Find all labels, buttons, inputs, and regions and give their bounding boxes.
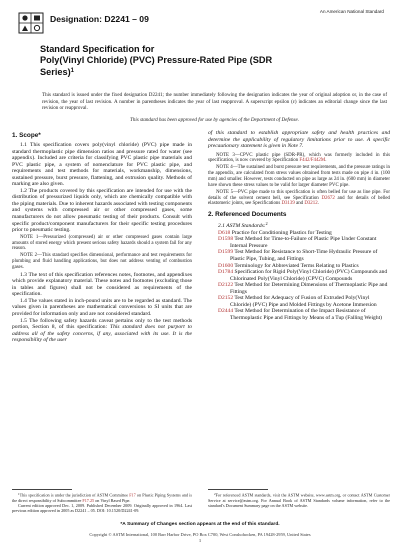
reference-item: [208, 308, 390, 321]
footnote-1-edition: Current edition approved Dec. 1, 2009. Published December 2009. Originally approved in 1964. Last previous edition approved in 2005 as D2241 – 05. DOI: 10.1520/D2241-09.: [12, 502, 192, 513]
link-d2672[interactable]: D2672: [321, 195, 335, 201]
link-f17-25[interactable]: F17.25: [82, 497, 95, 503]
footnotes-right: [208, 492, 390, 508]
note-3-text: NOTE 3—CPVC plastic pipe (SDR-PR), which was formerly included in this specification, is now covered by Specification: [208, 152, 390, 164]
reference-title: Test Method for Determination of the Impact Resistance of Thermoplastic Pipe and Fittings by Means of a Tup (Falling Weight): [230, 308, 382, 321]
title-line-1: Standard Specification for: [40, 44, 155, 54]
scope-paragraph-1-4: 1.4 The values stated in inch-pound units are to be regarded as standard. The values given in parentheses are mathematical conversions to SI units that are provided for information only and are not considered standard.: [12, 297, 192, 317]
scope-1-5-caveat: This standard does not purport to address all of the safety concerns, if any, associated with its use. It is the responsibility of the user: [12, 324, 192, 344]
footnotes-left: [12, 492, 192, 513]
left-column: [12, 130, 192, 344]
designation: Designation: D2241 – 09: [50, 14, 149, 24]
footnote-1-text-c: on Vinyl Based Pipe.: [94, 497, 131, 503]
footnote-1-mark: 1: [18, 492, 20, 496]
reference-title: Test Method for Adequacy of Fusion of Extruded Poly(Vinyl Chloride) (PVC) Pipe and Molded Fittings by Acetone Immersion: [230, 295, 377, 308]
note-5-text-a: NOTE 5—PVC pipe made to this specification is often belled for use as line pipe. For details of the solvent cement bell, see Specification: [208, 189, 390, 201]
reference-code-link[interactable]: D2152: [218, 295, 234, 302]
footnote-2-text: For referenced ASTM standards, visit the ASTM website, www.astm.org, or contact ASTM Customer Service at service@astm.org. For Annual Book of ASTM Standards volume information, refer to the standard's Document Summary page on the ASTM website.: [208, 492, 390, 508]
copyright-line: Copyright © ASTM International, 100 Barr Harbor Drive, PO Box C700, West Conshohocken, PA 19428-2959, United States: [89, 532, 311, 537]
footnote-1-text-a: This specification is under the jurisdiction of ASTM Committee: [19, 492, 130, 498]
dod-approval-notice: This standard has been approved for use by agencies of the Department of Defense.: [130, 117, 299, 123]
astm-logo-icon: [18, 12, 44, 34]
reference-item: [208, 236, 390, 249]
scope-1-5-caveat-continued: of this standard to establish appropriate safety and health practices and determine the applicability of regulatory limitations prior to use. A specific precautionary statement is given in Note 7.: [208, 130, 390, 150]
reference-list: [208, 230, 390, 322]
scope-paragraph-1-5: [12, 318, 192, 344]
scope-paragraph-1-1: 1.1 This specification covers poly(vinyl chloride) (PVC) pipe made in standard thermoplastic pipe dimension ratios and pressure rated for water (see appendix). Included are criteria for classifying PVC plastic pipe materials and PVC plastic pipe, a system of nomenclature for PVC plastic pipe, and requirements and test methods for materials, workmanship, dimensions, sustained pressure, burst pressure, flattening, and extrusion quality. Methods of marking are also given.: [12, 142, 192, 188]
astm-standards-footnote-mark: 2: [265, 221, 268, 227]
link-f442[interactable]: F442/F442M: [299, 158, 326, 164]
footnote-rule-right: [208, 489, 268, 490]
note-2: NOTE 2—This standard specifies dimensional, performance and test requirements for plumbing and fluid handling applications, but does not address venting of combustion gases.: [12, 253, 192, 270]
note-3-end: .: [325, 158, 327, 164]
reference-code-link[interactable]: D618: [218, 229, 231, 236]
reference-title: Terminology for Abbreviated Terms Relating to Plastics: [233, 262, 359, 269]
references-heading: 2. Referenced Documents: [208, 211, 287, 219]
link-f17[interactable]: F17: [129, 492, 136, 498]
link-d3139[interactable]: D3139: [281, 201, 295, 207]
reference-item: [208, 269, 390, 282]
reference-title: Practice for Conditioning Plastics for Testing: [230, 229, 332, 236]
title-line-2: Poly(Vinyl Chloride) (PVC) Pressure-Rated Pipe (SDR: [40, 55, 273, 66]
note-3: [208, 153, 390, 165]
note-5-text-d: .: [317, 201, 319, 207]
link-d3212[interactable]: D3212: [304, 201, 318, 207]
reference-title: Test Method for Resistance to Short-Time Hydraulic Pressure of Plastic Pipe, Tubing, and Fittings: [230, 249, 378, 262]
note-5-text-c: and: [294, 201, 305, 207]
title-line-3-text: Series): [40, 67, 71, 78]
reference-code-link[interactable]: D1598: [218, 236, 234, 243]
reference-item: [208, 249, 390, 262]
note-4: NOTE 4—The sustained and burst pressure test requirements, and the pressure ratings in the appendix, are calculated from stress values obtained from tests made on pipe 4 in. (100 mm) and smaller. However, tests conducted on pipe as large as 24 in. (600 mm) in diameter have shown these stress values to be valid for larger diameter PVC pipe.: [208, 165, 390, 188]
reference-code-link[interactable]: D1600: [218, 262, 234, 269]
astm-standards-subheading: [218, 221, 390, 230]
footnote-1: [12, 492, 192, 503]
reference-title: Test Method for Determining Dimensions of Thermoplastic Pipe and Fittings: [230, 282, 388, 295]
reference-title: Test Method for Time-to-Failure of Plastic Pipe Under Constant Internal Pressure: [230, 236, 377, 249]
footnote-1-text-b: on Plastic Piping Systems and is the direct responsibility of Subcommittee: [12, 492, 192, 503]
page-number: 1: [198, 538, 202, 543]
scope-heading: 1. Scope*: [12, 132, 41, 139]
issuance-notice: This standard is issued under the fixed designation D2241; the number immediately following the designation indicates the year of original adoption or, in the case of revision, the year of last revision. A number in parentheses indicates the year of last reapproval. A superscript epsilon (ε) indicates an editorial change since the last revision or reapproval.: [42, 92, 387, 112]
page-title: [40, 44, 360, 79]
footnote-2-mark: 2: [214, 492, 216, 496]
scope-paragraph-1-3: 1.3 The text of this specification references notes, footnotes, and appendixes which provide explanatory material. These notes and footnotes (excluding those in tables and figures) shall not be considered as requirements of the specification.: [12, 271, 192, 298]
footnote-rule-left: [12, 489, 72, 490]
title-footnote-mark: 1: [70, 68, 74, 75]
footnote-2: [208, 492, 390, 508]
document-header: [10, 6, 390, 38]
reference-item: [208, 282, 390, 295]
reference-item: [208, 295, 390, 308]
reference-code-link[interactable]: D2444: [218, 308, 234, 315]
summary-of-changes-note: *A Summary of Changes section appears at the end of this standard.: [120, 522, 280, 527]
right-column: [208, 130, 390, 321]
reference-code-link[interactable]: D1599: [218, 249, 234, 256]
reference-title: Specification for Rigid Poly(Vinyl Chloride) (PVC) Compounds and Chlorinated Poly(Vinyl Chloride) (CPVC) Compounds: [230, 269, 388, 282]
reference-code-link[interactable]: D2122: [218, 282, 234, 289]
standard-type-label: An American National Standard: [319, 9, 384, 14]
reference-code-link[interactable]: D1784: [218, 269, 234, 276]
note-5-text-b: and for details of belled elastomeric joints, see Specifications: [208, 195, 390, 207]
scope-1-5-lead: 1.5 The following safety hazards caveat pertains only to the test methods portion, Section 8, of this specification:: [12, 317, 192, 331]
astm-standards-label: 2.1 ASTM Standards:: [218, 223, 266, 230]
title-line-3: [40, 66, 360, 78]
note-5: [208, 190, 390, 208]
note-1: NOTE 1—Pressurized (compressed) air or other compressed gases contain large amounts of stored energy which present serious safety hazards should a system fail for any reason.: [12, 234, 192, 252]
scope-paragraph-1-2: 1.2 The products covered by this specification are intended for use with the distribution of pressurized liquids only, which are chemically compatible with the piping materials. Due to inherent hazards associated with testing components and systems with compressed air or other compressed gases, some manufacturers do not allow pneumatic testing of their products. Consult with specific product/component manufacturers for their specific testing procedures prior to pneumatic testing.: [12, 187, 192, 234]
